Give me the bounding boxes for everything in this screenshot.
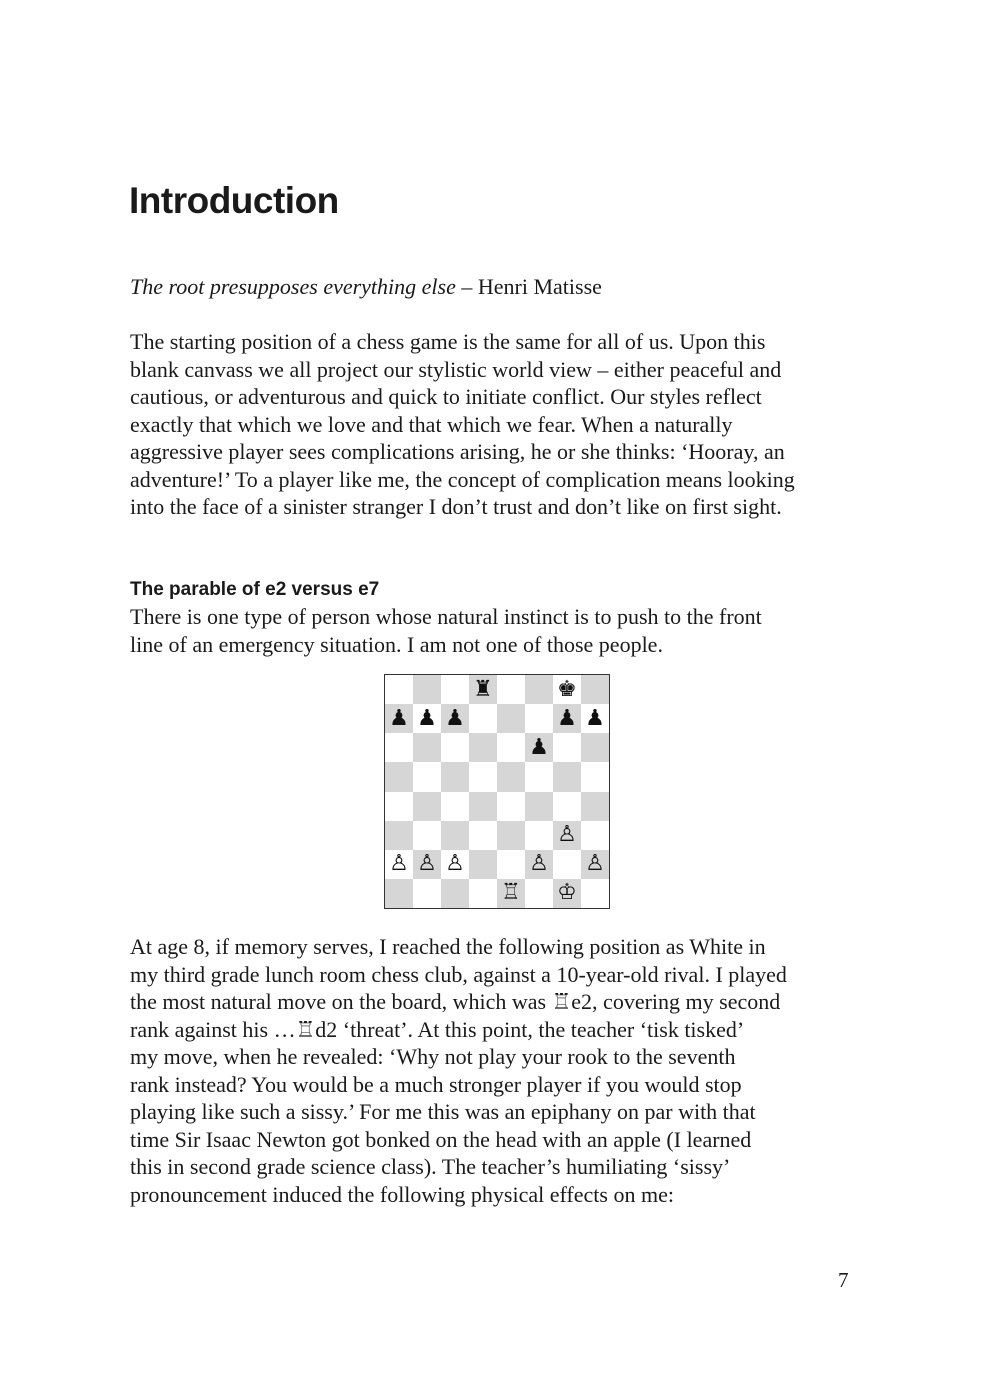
chess-diagram xyxy=(384,674,610,909)
square-f5 xyxy=(525,762,553,791)
square-e2 xyxy=(497,850,525,879)
square-d3 xyxy=(469,821,497,850)
white-pawn-icon: ♙ xyxy=(417,851,437,877)
square-h1 xyxy=(581,879,609,908)
square-b4 xyxy=(413,792,441,821)
square-b8 xyxy=(413,675,441,704)
square-d6 xyxy=(469,733,497,762)
black-pawn-icon: ♟ xyxy=(585,705,605,731)
square-a7 xyxy=(385,704,413,733)
square-e4 xyxy=(497,792,525,821)
black-pawn-icon: ♟ xyxy=(389,705,409,731)
section-paragraph xyxy=(130,603,870,658)
square-e7 xyxy=(497,704,525,733)
white-pawn-icon: ♙ xyxy=(557,822,577,848)
square-f2 xyxy=(525,850,553,879)
square-f1 xyxy=(525,879,553,908)
square-e8 xyxy=(497,675,525,704)
black-pawn-icon: ♟ xyxy=(529,734,549,760)
epigraph-attribution: – Henri Matisse xyxy=(455,274,602,299)
square-a6 xyxy=(385,733,413,762)
section-heading: The parable of e2 versus e7 xyxy=(130,579,380,600)
square-c3 xyxy=(441,821,469,850)
paragraph-line: At age 8, if memory serves, I reached the following position as White in xyxy=(130,934,766,959)
white-pawn-icon: ♙ xyxy=(585,851,605,877)
square-b2 xyxy=(413,850,441,879)
square-e6 xyxy=(497,733,525,762)
square-d2 xyxy=(469,850,497,879)
square-f7 xyxy=(525,704,553,733)
square-d1 xyxy=(469,879,497,908)
square-b5 xyxy=(413,762,441,791)
square-a2 xyxy=(385,850,413,879)
black-pawn-icon: ♟ xyxy=(445,705,465,731)
paragraph-line: into the face of a sinister stranger I don’t trust and don’t like on first sight. xyxy=(130,494,782,519)
white-king-icon: ♔ xyxy=(557,880,577,906)
square-f4 xyxy=(525,792,553,821)
square-g3 xyxy=(553,821,581,850)
paragraph-line: exactly that which we love and that which we fear. When a naturally xyxy=(130,411,733,437)
square-g8 xyxy=(553,675,581,704)
square-h7 xyxy=(581,704,609,733)
square-c2 xyxy=(441,850,469,879)
square-c5 xyxy=(441,762,469,791)
square-e3 xyxy=(497,821,525,850)
square-a5 xyxy=(385,762,413,791)
paragraph-line: playing like such a sissy.’ For me this was an epiphany on par with that xyxy=(130,1099,756,1124)
square-h3 xyxy=(581,821,609,850)
square-b3 xyxy=(413,821,441,850)
white-pawn-icon: ♙ xyxy=(529,851,549,877)
square-g7 xyxy=(553,704,581,733)
square-h6 xyxy=(581,733,609,762)
square-c4 xyxy=(441,792,469,821)
square-g5 xyxy=(553,762,581,791)
square-b1 xyxy=(413,879,441,908)
square-g2 xyxy=(553,850,581,879)
square-h2 xyxy=(581,850,609,879)
square-b7 xyxy=(413,704,441,733)
chapter-title: Introduction xyxy=(129,180,339,221)
square-a8 xyxy=(385,675,413,704)
square-g6 xyxy=(553,733,581,762)
paragraph-line: rank instead? You would be a much stronger player if you would stop xyxy=(130,1071,742,1097)
paragraph-line: this in second grade science class). The teacher’s humiliating ‘sissy’ xyxy=(130,1154,731,1179)
square-b6 xyxy=(413,733,441,762)
square-d5 xyxy=(469,762,497,791)
white-pawn-icon: ♙ xyxy=(389,851,409,877)
black-king-icon: ♚ xyxy=(557,676,577,702)
black-pawn-icon: ♟ xyxy=(417,705,437,731)
story-paragraph xyxy=(130,933,870,1208)
square-c1 xyxy=(441,879,469,908)
intro-paragraph xyxy=(130,328,870,521)
square-a1 xyxy=(385,879,413,908)
square-h5 xyxy=(581,762,609,791)
square-a4 xyxy=(385,792,413,821)
square-f6 xyxy=(525,733,553,762)
epigraph xyxy=(130,272,602,302)
square-f8 xyxy=(525,675,553,704)
square-h4 xyxy=(581,792,609,821)
square-f3 xyxy=(525,821,553,850)
epigraph-quote: The root presupposes everything else xyxy=(130,274,456,299)
paragraph-line: There is one type of person whose natural instinct is to push to the front xyxy=(130,604,762,629)
black-pawn-icon: ♟ xyxy=(557,705,577,731)
paragraph-line: my third grade lunch room chess club, against a 10-year-old rival. I played xyxy=(130,961,787,987)
paragraph-line: adventure!’ To a player like me, the concept of complication means looking xyxy=(130,466,795,492)
square-h8 xyxy=(581,675,609,704)
white-rook-icon: ♖ xyxy=(501,880,521,906)
paragraph-line: aggressive player sees complications arising, he or she thinks: ‘Hooray, an xyxy=(130,439,785,464)
square-c6 xyxy=(441,733,469,762)
square-g1 xyxy=(553,879,581,908)
paragraph-line: the most natural move on the board, which was ♖e2, covering my second xyxy=(130,989,781,1014)
paragraph-line: line of an emergency situation. I am not one of those people. xyxy=(130,631,663,657)
paragraph-line: blank canvass we all project our stylistic world view – either peaceful and xyxy=(130,356,782,382)
paragraph-line: time Sir Isaac Newton got bonked on the head with an apple (I learned xyxy=(130,1126,752,1152)
paragraph-line: cautious, or adventurous and quick to initiate conflict. Our styles reflect xyxy=(130,384,762,409)
paragraph-line: rank against his …♖d2 ‘threat’. At this point, the teacher ‘tisk tisked’ xyxy=(130,1016,745,1042)
square-e5 xyxy=(497,762,525,791)
white-pawn-icon: ♙ xyxy=(445,851,465,877)
paragraph-line: pronouncement induced the following physical effects on me: xyxy=(130,1181,674,1207)
square-g4 xyxy=(553,792,581,821)
paragraph-line: my move, when he revealed: ‘Why not play your rook to the seventh xyxy=(130,1044,736,1069)
black-rook-icon: ♜ xyxy=(473,676,493,702)
square-c8 xyxy=(441,675,469,704)
square-d4 xyxy=(469,792,497,821)
square-c7 xyxy=(441,704,469,733)
page-number: 7 xyxy=(838,1268,849,1292)
square-d7 xyxy=(469,704,497,733)
square-a3 xyxy=(385,821,413,850)
square-d8 xyxy=(469,675,497,704)
paragraph-line: The starting position of a chess game is the same for all of us. Upon this xyxy=(130,329,766,354)
square-e1 xyxy=(497,879,525,908)
